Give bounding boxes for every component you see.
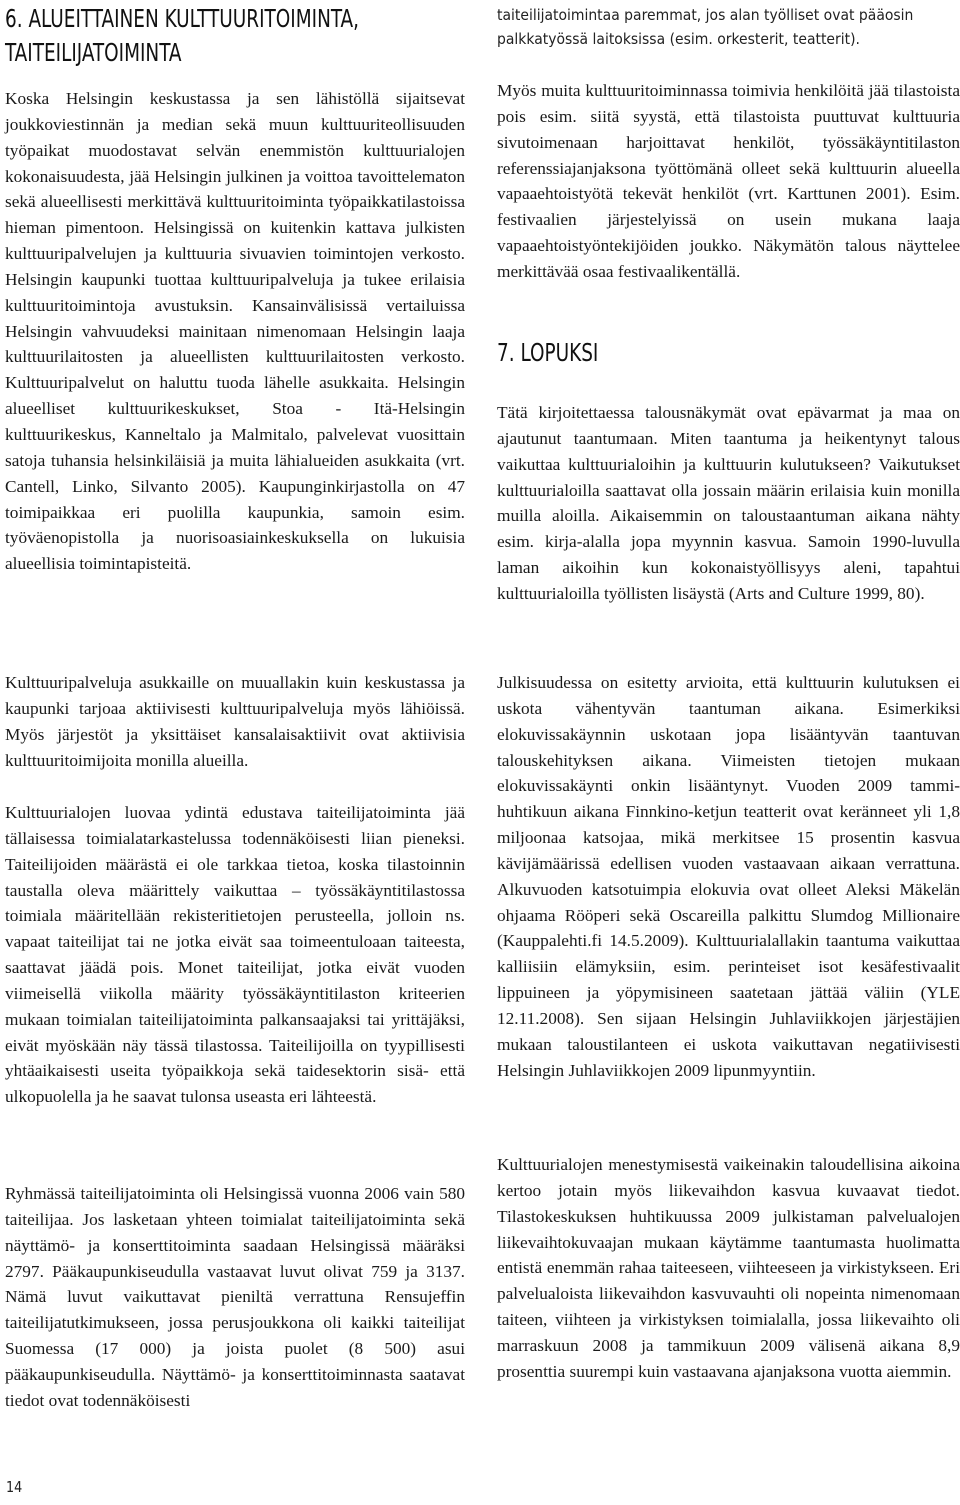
continuation-line: palkkatyössä laitoksissa (esim. orkesterit, teatterit).: [497, 29, 860, 48]
paragraph: Ryhmässä taiteilijatoiminta oli Helsingissä vuonna 2006 vain 580 taiteilijaa. Jos lasketaan yhteen toimialat taiteilijatoiminta sekä näyttämö- ja konserttitoiminta saadaan Helsingissä määräksi 2797. Pääkaupunkiseudulla vastaavat luvut olivat 759 ja 3137. Nämä luvut vaikuttavat pieniltä verrattuna Rensujeffin taiteilijatutkimukseen, jossa perusjoukkona oli kaikki taiteilijat Suomessa (17 000) ja joista puolet (8 500) asui pääkaupunkiseudulla. Näyttämö- ja konserttitoiminnasta saatavat tiedot ovat todennäköisesti: [5, 1184, 465, 1410]
paragraph: Kulttuurialojen luovaa ydintä edustava taiteilijatoiminta jää tällaisessa toimialatarkastelussa todennäköisesti liian pieneksi. Taiteilijoiden määrästä ei ole tarkkaa tietoa, koska tilastoinnin taustalla oleva määrittely vaikuttaa – työssäkäyntitilastossa toimiala määritellään rekisteritietojen perusteella, jolloin ns. vapaat taiteilijat tai ne jotka eivät saa toimeentuloaan taiteesta, saattavat jäädä pois. Monet taiteilijat, jotka eivät vuoden viimeisellä viikolla määrity työssäkäyntitilaston kriteerien mukaan toimialan taiteilijatoiminta palkansaajaksi tai yrittäjäksi, eivät myöskään näy tässä tilastossa. Taiteilijoilla on tyypillisesti yhtäaikaisesti useita työpaikkoja sekä taidesektorin sisä- että ulkopuolella ja he saavat tulonsa useasta eri lähteestä.: [5, 803, 465, 1107]
paragraph: Julkisuudessa on esitetty arvioita, että kulttuurin kulutuksen ei uskota vähentyvän taantuman aikana. Esimerkiksi elokuvissakäynnin uskotaan jopa lisääntyvän taantuvan talouskehityksen aikana. Viimeisten tietojen mukaan elokuvissakäynti onkin lisääntynyt. Vuoden 2009 tammi-huhtikuun aikana Finnkino-ketjun teatterit ovat keränneet yli 1,8 miljoonaa katsojaa, mikä merkitsee 15 prosentin kasvua kävijämäärissä edellisen vuoden vastaavaan aikaan verrattuna. Alkuvuoden katsotuimpia elokuvia ovat olleet Aleksi Mäkelän ohjaama Rööperi sekä Oscareilla palkittu Slumdog Millionaire (Kauppalehti.fi 14.5.2009). Kulttuurialallakin taantuma vaikuttaa kalliisiin elämyksiin, esim. perinteiset isot kesäfestivaalit lippuineen ja yöpymisineen saatetaan jättää väliin (YLE 12.11.2008). Sen sijaan Helsingin Juhlaviikkojen järjestäjien mukaan taloustilanteen ei uskota vaikuttavan negatiivisesti Helsingin Juhlaviikkojen 2009 lipunmyyntiin.: [497, 673, 960, 1080]
paragraph: Koska Helsingin keskustassa ja sen lähistöllä sijaitsevat joukkoviestinnän ja median sekä muun kulttuuriteollisuuden työpaikat muodostavat selvän enemmistön kulttuurialojen kokonaisuudesta, jää Helsingin julkinen ja voittoa tavoittelematon sekä alueellisesti merkittävä kulttuuritoiminta työpaikkatilastoissa hieman pimentoon. Helsingissä on kuitenkin kattava julkisten kulttuuripalvelujen ja kulttuuria sivuavien toimintojen verkosto. Helsingin kaupunki tuottaa kulttuuripalveluja ja tukee erilaisia kulttuuritoimintoja avustuksin. Kansainvälisissä vertailuissa Helsingin vahvuudeksi mainitaan nimenomaan Helsingin laaja kulttuurilaitosten ja alueellisten kulttuurilaitosten verkosto. Kulttuuripalvelut on haluttu tuoda lähelle asukkaita. Helsingin alueelliset kulttuurikeskukset, Stoa - Itä-Helsingin kulttuurikeskus, Kanneltalo ja Malmitalo, palvelevat vuosittain satoja tuhansia helsinkiläisiä ja muita lähialueiden asukkaita (vrt. Cantell, Linko, Silvanto 2005). Kaupunginkirjastolla on 47 toimipaikkaa eri puolilla kaupunkia, samoin esim. työväenopistolla ja nuorisoasiainkeskuksella on lukuisia alueellisia toimintapisteitä.: [5, 89, 465, 574]
heading-line-1: 6. ALUEITTAINEN KULTTUURITOIMINTA,: [5, 4, 360, 33]
continuation-text: [497, 4, 960, 51]
paragraph: Kulttuuripalveluja asukkaille on muuallakin kuin keskustassa ja kaupunki tarjoaa aktiivisesti kulttuuripalveluja myös lähiöissä. Myös järjestöt ja yksittäiset kansalaisaktiivit ovat aktiivisia kulttuuritoimijoita monilla alueilla.: [5, 673, 465, 770]
page-number: 14: [6, 1478, 23, 1496]
section-heading-6: [5, 2, 565, 70]
paragraph: Tätä kirjoitettaessa talousnäkymät ovat epävarmat ja maa on ajautunut taantumaan. Miten taantuma ja heikentynyt talous vaikuttaa kulttuurialoihin ja kulttuurin kulutukseen? Vaikutukset kulttuurialoilla saattavat olla jossain määrin erilaisia kuin monilla muilla aloilla. Aikaisemmin on taloustaantuman aikana nähty esim. kirja-alalla jopa myynnin kasvua. Samoin 1990-luvulla laman aikoihin kun kokonaistyöllisyys aleni, tapahtui kulttuurialoilla työllisten lisäystä (Arts and Culture 1999, 80).: [497, 403, 960, 603]
section-heading-7: 7. LOPUKSI: [497, 338, 599, 367]
heading-line-2: TAITEILIJATOIMINTA: [5, 38, 182, 67]
paragraph: Myös muita kulttuuritoiminnassa toimivia henkilöitä jää tilastoista pois esim. siitä syystä, että tilastoista puuttuvat kulttuuria sivutoimenaan harjoittavat henkilöt, työssäkäyntitilaston referenssiajanjaksona työttömänä olleet sekä kulttuurin alueella vapaaehtoistyötä tekevät henkilöt (vrt. Karttunen 2001). Esim. festivaalien järjestelyissä on usein mukana laaja vapaaehtoistyöntekijöiden joukko. Näkymätön talous näyttelee merkittävää osaa festivaalikentällä.: [497, 81, 960, 281]
paragraph: Kulttuurialojen menestymisestä vaikeinakin taloudellisina aikoina kertoo jotain myös liikevaihdon kasvua kuvaavat tiedot. Tilastokeskuksen huhtikuussa 2009 julkistaman palvelualojen liikevaihtokuvaajan mukaan käytämme taantumasta huolimatta entistä enemmän rahaa taiteeseen, viihteeseen ja virkistykseen. Eri palvelualoista liikevaihdon kasvuvauhti oli nopeinta nimenomaan taiteen, viihteen ja virkistyksen toimialalla, jossa liikevaihto oli marraskuun 2008 ja tammikuun 2009 välisenä aikana 8,9 prosenttia suurempi kuin vastaavana ajanjaksona vuotta aiemmin.: [497, 1155, 960, 1381]
continuation-line: taiteilijatoimintaa paremmat, jos alan työlliset ovat pääosin: [497, 6, 914, 24]
